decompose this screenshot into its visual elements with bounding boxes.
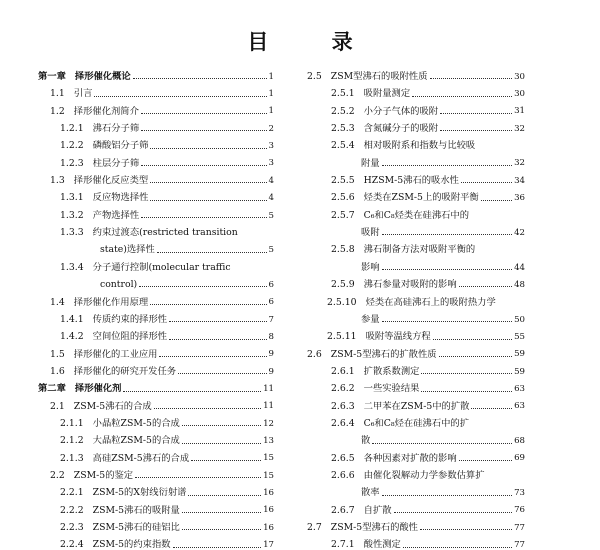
- toc-entry-title: 含氮碱分子的吸附: [363, 123, 439, 135]
- toc-entry: [307, 376, 525, 393]
- toc-entry-title: 相对吸附系和指数与比较吸: [363, 140, 476, 152]
- toc-entry-title: 散: [361, 435, 371, 447]
- toc-entry-number: 2.1: [50, 400, 65, 412]
- toc-entry-title: 附量: [361, 157, 380, 169]
- toc-page-number: 8: [268, 331, 274, 342]
- toc-entry-number: 2.5.9: [331, 279, 355, 291]
- toc-entry-title: 一些实验结果: [363, 383, 420, 395]
- toc-leader-dots: [382, 269, 512, 270]
- toc-entry-number: 2.5.2: [331, 105, 355, 117]
- toc-leader-dots: [135, 477, 261, 478]
- toc-page-number: 63: [514, 401, 525, 412]
- toc-entry-number: 1.3.2: [60, 209, 84, 221]
- toc-page-number: 30: [514, 71, 525, 82]
- toc-leader-dots: [471, 408, 512, 409]
- toc-entry-number: 2.5.11: [327, 331, 357, 343]
- toc-entry-number: 2.6.7: [331, 504, 355, 516]
- toc-leader-dots: [382, 495, 512, 496]
- toc-entry-title: 烃类在高硅沸石上的吸附热力学: [365, 296, 496, 308]
- toc-entry: [38, 411, 274, 428]
- toc-entry-number: 1.2.3: [60, 157, 84, 169]
- toc-entry: [38, 272, 274, 289]
- toc-leader-dots: [430, 78, 513, 79]
- toc-page-number: 36: [514, 193, 525, 204]
- toc-entry-number: 2.2.2: [60, 504, 84, 516]
- toc-entry-number: 2.5.4: [331, 140, 355, 152]
- toc-entry: [307, 532, 525, 549]
- toc-leader-dots: [372, 443, 512, 444]
- toc-entry-number: 2.6.5: [331, 452, 355, 464]
- toc-leader-dots: [150, 304, 266, 305]
- toc-entry: [307, 463, 525, 480]
- toc-entry-title: ZSM-5型沸石的扩散性质: [330, 348, 437, 360]
- toc-entry-title: ZSM-5沸石的合成: [73, 400, 152, 412]
- toc-entry-title: 二甲苯在ZSM-5中的扩散: [363, 400, 470, 412]
- toc-page-number: 55: [514, 331, 525, 342]
- toc-entry-number: 1.4: [50, 296, 65, 308]
- toc-entry-number: 1.6: [50, 365, 65, 377]
- toc-page-number: 44: [514, 262, 525, 273]
- toc-entry-number: 2.6.4: [331, 417, 355, 429]
- toc-page-number: 48: [514, 279, 525, 290]
- toc-entry-title: state)选择性: [100, 244, 155, 256]
- toc-entry: [38, 64, 274, 81]
- toc-entry-number: 1.2: [50, 105, 65, 117]
- toc-leader-dots: [188, 495, 261, 496]
- toc-entry-number: 2.6.2: [331, 383, 355, 395]
- toc-entry: [307, 185, 525, 202]
- toc-entry-number: 第二章: [38, 383, 66, 395]
- toc-entry-title: 吸附量测定: [363, 88, 411, 100]
- toc-entry-number: 第一章: [38, 71, 66, 83]
- toc-entry: [38, 307, 274, 324]
- toc-entry-title: 产物选择性: [92, 209, 140, 221]
- toc-leader-dots: [412, 96, 512, 97]
- toc-entry: [38, 81, 274, 98]
- toc-leader-dots: [481, 200, 512, 201]
- toc-page-number: 16: [263, 522, 274, 533]
- toc-entry-title: 引言: [73, 88, 93, 100]
- toc-page-number: 32: [514, 158, 525, 169]
- toc-entry: [38, 359, 274, 376]
- toc-leader-dots: [159, 356, 266, 357]
- toc-entry: [307, 64, 525, 81]
- toc-entry: [38, 376, 274, 393]
- toc-entry: [38, 99, 274, 116]
- toc-page-number: 16: [263, 488, 274, 498]
- toc-leader-dots: [382, 165, 512, 166]
- toc-entry-number: 1.1: [50, 88, 65, 100]
- toc-entry-number: 1.3.4: [60, 261, 84, 273]
- toc-entry-number: 1.3.3: [60, 227, 84, 239]
- toc-entry-title: 择形催化概论: [74, 71, 131, 83]
- toc-entry-title: ZSM-5的约束指数: [92, 539, 171, 550]
- toc-entry-title: ZSM-5沸石的吸附量: [92, 504, 180, 516]
- toc-leader-dots: [154, 408, 261, 409]
- toc-leader-dots: [421, 373, 512, 374]
- toc-entry: [307, 342, 525, 359]
- toc-entry: [38, 446, 274, 463]
- toc-entry-title: 由催化裂解动力学参数估算扩: [363, 469, 485, 481]
- toc-leader-dots: [182, 425, 261, 426]
- toc-page-number: 9: [268, 366, 274, 377]
- toc-entry-title: 吸附: [361, 227, 380, 239]
- toc-leader-dots: [141, 217, 266, 218]
- toc-page-number: 59: [514, 349, 525, 360]
- toc-entry-number: 2.6.3: [331, 400, 355, 412]
- toc-page-number: 34: [514, 175, 525, 186]
- toc-entry: [307, 237, 525, 254]
- toc-leader-dots: [439, 356, 512, 357]
- toc-entry: [38, 463, 274, 480]
- toc-entry: [38, 324, 274, 341]
- toc-entry-title: HZSM-5沸石的吸水性: [363, 175, 459, 187]
- toc-entry: [307, 359, 525, 376]
- toc-entry-number: 2.7: [307, 521, 322, 533]
- toc-entry-title: 柱层分子筛: [92, 157, 140, 169]
- toc-entry-title: 烃类在ZSM-5上的吸附平衡: [363, 192, 479, 204]
- toc-entry: [307, 203, 525, 220]
- toc-entry: [307, 307, 525, 324]
- toc-leader-dots: [382, 234, 512, 235]
- toc-page-number: 4: [268, 193, 274, 204]
- toc-leader-dots: [178, 373, 266, 374]
- toc-entry-title: 传质约束的择形性: [92, 313, 168, 325]
- toc-entry-title: 沸石参量对吸附的影响: [363, 279, 457, 291]
- toc-entry-number: 1.3.1: [60, 192, 84, 204]
- toc-entry-title: 择形催化的研究开发任务: [73, 365, 177, 377]
- toc-leader-dots: [461, 182, 512, 183]
- toc-entry-number: 2.7.1: [331, 539, 355, 550]
- toc-entry-number: 2.2: [50, 469, 65, 481]
- toc-page-number: 17: [263, 540, 274, 550]
- toc-page-number: 15: [263, 453, 274, 464]
- toc-entry-title: 吸附等温线方程: [365, 331, 431, 343]
- toc-entry: [38, 185, 274, 202]
- toc-entry: [307, 220, 525, 237]
- toc-leader-dots: [157, 252, 267, 253]
- toc-page-number: 59: [514, 366, 525, 377]
- toc-page-number: 1: [268, 71, 274, 82]
- toc-left-column: [38, 64, 274, 550]
- toc-entry-title: 各种因素对扩散的影响: [363, 452, 457, 464]
- toc-entry-title: ZSM-5的X射线衍射谱: [92, 487, 187, 499]
- toc-page-number: 6: [268, 297, 274, 308]
- toc-page-number: 11: [263, 401, 274, 412]
- toc-entry-number: 1.2.2: [60, 140, 84, 152]
- toc-entry-number: 2.5.6: [331, 192, 355, 204]
- toc-entry: [38, 255, 274, 272]
- toc-leader-dots: [182, 443, 261, 444]
- toc-entry-number: 2.5.10: [327, 296, 357, 308]
- toc-page-number: 13: [263, 435, 274, 446]
- toc-entry-title: 空间位阻的择形性: [92, 331, 168, 343]
- toc-leader-dots: [403, 547, 512, 548]
- toc-page-number: 5: [268, 245, 274, 256]
- toc-entry-title: 参量: [361, 313, 380, 325]
- toc-leader-dots: [421, 391, 512, 392]
- toc-entry: [307, 446, 525, 463]
- toc-leader-dots: [94, 96, 266, 97]
- toc-entry: [38, 203, 274, 220]
- toc-entry: [307, 428, 525, 445]
- toc-entry: [38, 133, 274, 150]
- toc-right-column: [307, 64, 525, 550]
- toc-leader-dots: [191, 460, 261, 461]
- toc-entry: [307, 480, 525, 497]
- toc-entry: [38, 532, 274, 549]
- toc-leader-dots: [169, 321, 266, 322]
- toc-leader-dots: [394, 512, 513, 513]
- page-title: 目 录: [247, 30, 381, 54]
- toc-entry-title: 约束过渡态(restricted transition: [92, 227, 238, 239]
- toc-entry-title: 影响: [361, 261, 380, 273]
- toc-page-number: 7: [268, 314, 274, 325]
- toc-leader-dots: [123, 391, 261, 392]
- toc-entry: [38, 289, 274, 306]
- toc-leader-dots: [459, 286, 512, 287]
- toc-entry-number: 2.1.2: [60, 435, 84, 447]
- toc-entry-number: 2.6.6: [331, 469, 355, 481]
- toc-entry: [38, 428, 274, 445]
- toc-page-number: 6: [268, 279, 274, 290]
- toc-entry-number: 1.4.1: [60, 313, 84, 325]
- toc-leader-dots: [169, 339, 266, 340]
- toc-entry-title: 择形催化反应类型: [73, 175, 149, 187]
- toc-entry-title: 择形催化作用原理: [73, 296, 149, 308]
- toc-page-number: 42: [514, 227, 525, 238]
- toc-entry-number: 2.5.3: [331, 123, 355, 135]
- toc-entry-title: 择形催化剂简介: [73, 105, 139, 117]
- toc-entry: [307, 289, 525, 306]
- toc-entry-number: 1.2.1: [60, 123, 84, 135]
- toc-entry: [38, 220, 274, 237]
- toc-page-number: 73: [514, 488, 525, 498]
- toc-entry: [307, 411, 525, 428]
- toc-page-number: 1: [268, 106, 274, 117]
- toc-entry-title: control): [100, 279, 138, 291]
- toc-entry-number: 2.2.1: [60, 487, 84, 499]
- toc-leader-dots: [150, 200, 266, 201]
- toc-page-number: 68: [514, 435, 525, 446]
- toc-entry: [307, 151, 525, 168]
- toc-entry-title: ZSM-5型沸石的酸性: [330, 521, 418, 533]
- toc-entry-title: C₆和C₈烃类在硅沸石中的: [363, 209, 470, 221]
- toc-entry-title: 分子通行控制(molecular traffic: [92, 261, 231, 273]
- toc-page-number: 11: [263, 383, 274, 394]
- toc-leader-dots: [173, 547, 262, 548]
- toc-entry-number: 2.5.5: [331, 175, 355, 187]
- toc-entry-number: 1.5: [50, 348, 65, 360]
- toc-entry-number: 2.6: [307, 348, 322, 360]
- toc-leader-dots: [440, 113, 512, 114]
- toc-entry: [38, 394, 274, 411]
- toc-entry-title: 反应物选择性: [92, 192, 149, 204]
- toc-page-number: 50: [514, 314, 525, 325]
- toc-page-number: 32: [514, 123, 525, 134]
- toc-page-number: 5: [268, 210, 274, 221]
- toc-entry: [307, 99, 525, 116]
- toc-leader-dots: [382, 321, 512, 322]
- toc-entry: [38, 237, 274, 254]
- toc-entry-title: 沸石制备方法对吸附平衡的: [363, 244, 476, 256]
- toc-entry-title: ZSM-5沸石的硅铝比: [92, 521, 180, 533]
- toc-page-number: 76: [514, 505, 525, 516]
- toc-entry: [38, 342, 274, 359]
- toc-entry-title: 高硅ZSM-5沸石的合成: [92, 452, 190, 464]
- toc-entry-title: 择形催化的工业应用: [73, 348, 158, 360]
- toc-entry-number: 2.2.4: [60, 539, 84, 550]
- toc-entry: [307, 394, 525, 411]
- toc-leader-dots: [139, 286, 266, 287]
- toc-entry-number: 2.2.3: [60, 521, 84, 533]
- toc-entry-title: 散率: [361, 487, 380, 499]
- toc-page-number: 9: [268, 349, 274, 360]
- toc-page-number: 15: [263, 470, 274, 481]
- toc-entry-number: 2.1.1: [60, 417, 84, 429]
- toc-entry-title: ZSM型沸石的吸附性质: [330, 71, 428, 83]
- toc-leader-dots: [420, 529, 512, 530]
- toc-entry-number: 1.3: [50, 175, 65, 187]
- toc-entry: [38, 168, 274, 185]
- toc-entry: [307, 498, 525, 515]
- toc-page-number: 16: [263, 505, 274, 516]
- toc-entry-title: 沸石分子筛: [92, 123, 140, 135]
- toc-entry-title: ZSM-5的鉴定: [73, 469, 134, 481]
- toc-page-number: 63: [514, 383, 525, 394]
- toc-page-number: 77: [514, 522, 525, 533]
- toc-page-number: 3: [268, 158, 274, 169]
- toc-leader-dots: [182, 512, 261, 513]
- toc-entry-title: 自扩散: [363, 504, 392, 516]
- toc-leader-dots: [141, 165, 266, 166]
- toc-entry: [307, 515, 525, 532]
- toc-entry-title: 小晶粒ZSM-5的合成: [92, 417, 180, 429]
- toc-page-number: 12: [263, 418, 274, 429]
- toc-leader-dots: [133, 78, 267, 79]
- toc-leader-dots: [433, 339, 512, 340]
- toc-entry: [307, 81, 525, 98]
- toc-leader-dots: [459, 460, 512, 461]
- toc-leader-dots: [440, 130, 512, 131]
- toc-entry-number: 2.5.1: [331, 88, 355, 100]
- toc-entry-number: 2.5.7: [331, 209, 355, 221]
- toc-page-number: 4: [268, 175, 274, 186]
- toc-page-number: 77: [514, 540, 525, 550]
- toc-entry: [38, 151, 274, 168]
- toc-entry-title: 扩散系数测定: [363, 365, 420, 377]
- toc-entry: [307, 255, 525, 272]
- toc-entry-title: C₆和C₈烃在硅沸石中的扩: [363, 417, 470, 429]
- toc-page-number: 31: [514, 106, 525, 117]
- toc-leader-dots: [150, 148, 266, 149]
- toc-leader-dots: [150, 182, 266, 183]
- toc-page-number: 2: [268, 123, 274, 134]
- toc-entry: [38, 116, 274, 133]
- toc-entry-title: 择形催化剂: [74, 383, 122, 395]
- toc-page-number: 3: [268, 141, 274, 152]
- toc-entry: [307, 133, 525, 150]
- toc-entry: [307, 116, 525, 133]
- toc-entry-title: 磷酸铝分子筛: [92, 140, 149, 152]
- toc-page-number: 1: [268, 89, 274, 100]
- toc-entry-number: 2.6.1: [331, 365, 355, 377]
- toc-entry-number: 2.5.8: [331, 244, 355, 256]
- toc-entry-number: 2.1.3: [60, 452, 84, 464]
- toc-entry: [38, 498, 274, 515]
- toc-entry: [307, 168, 525, 185]
- toc-entry-number: 1.4.2: [60, 331, 84, 343]
- toc-entry: [38, 480, 274, 497]
- toc-entry-title: 酸性测定: [363, 539, 401, 550]
- toc-entry: [38, 515, 274, 532]
- toc-entry: [307, 272, 525, 289]
- toc-leader-dots: [141, 113, 267, 114]
- toc-page-number: 69: [514, 453, 525, 464]
- toc-entry-number: 2.5: [307, 71, 322, 83]
- toc-entry: [307, 324, 525, 341]
- toc-page-number: 30: [514, 89, 525, 100]
- toc-leader-dots: [182, 529, 261, 530]
- toc-entry-title: 大晶粒ZSM-5的合成: [92, 435, 180, 447]
- toc-leader-dots: [141, 130, 266, 131]
- toc-entry-title: 小分子气体的吸附: [363, 105, 439, 117]
